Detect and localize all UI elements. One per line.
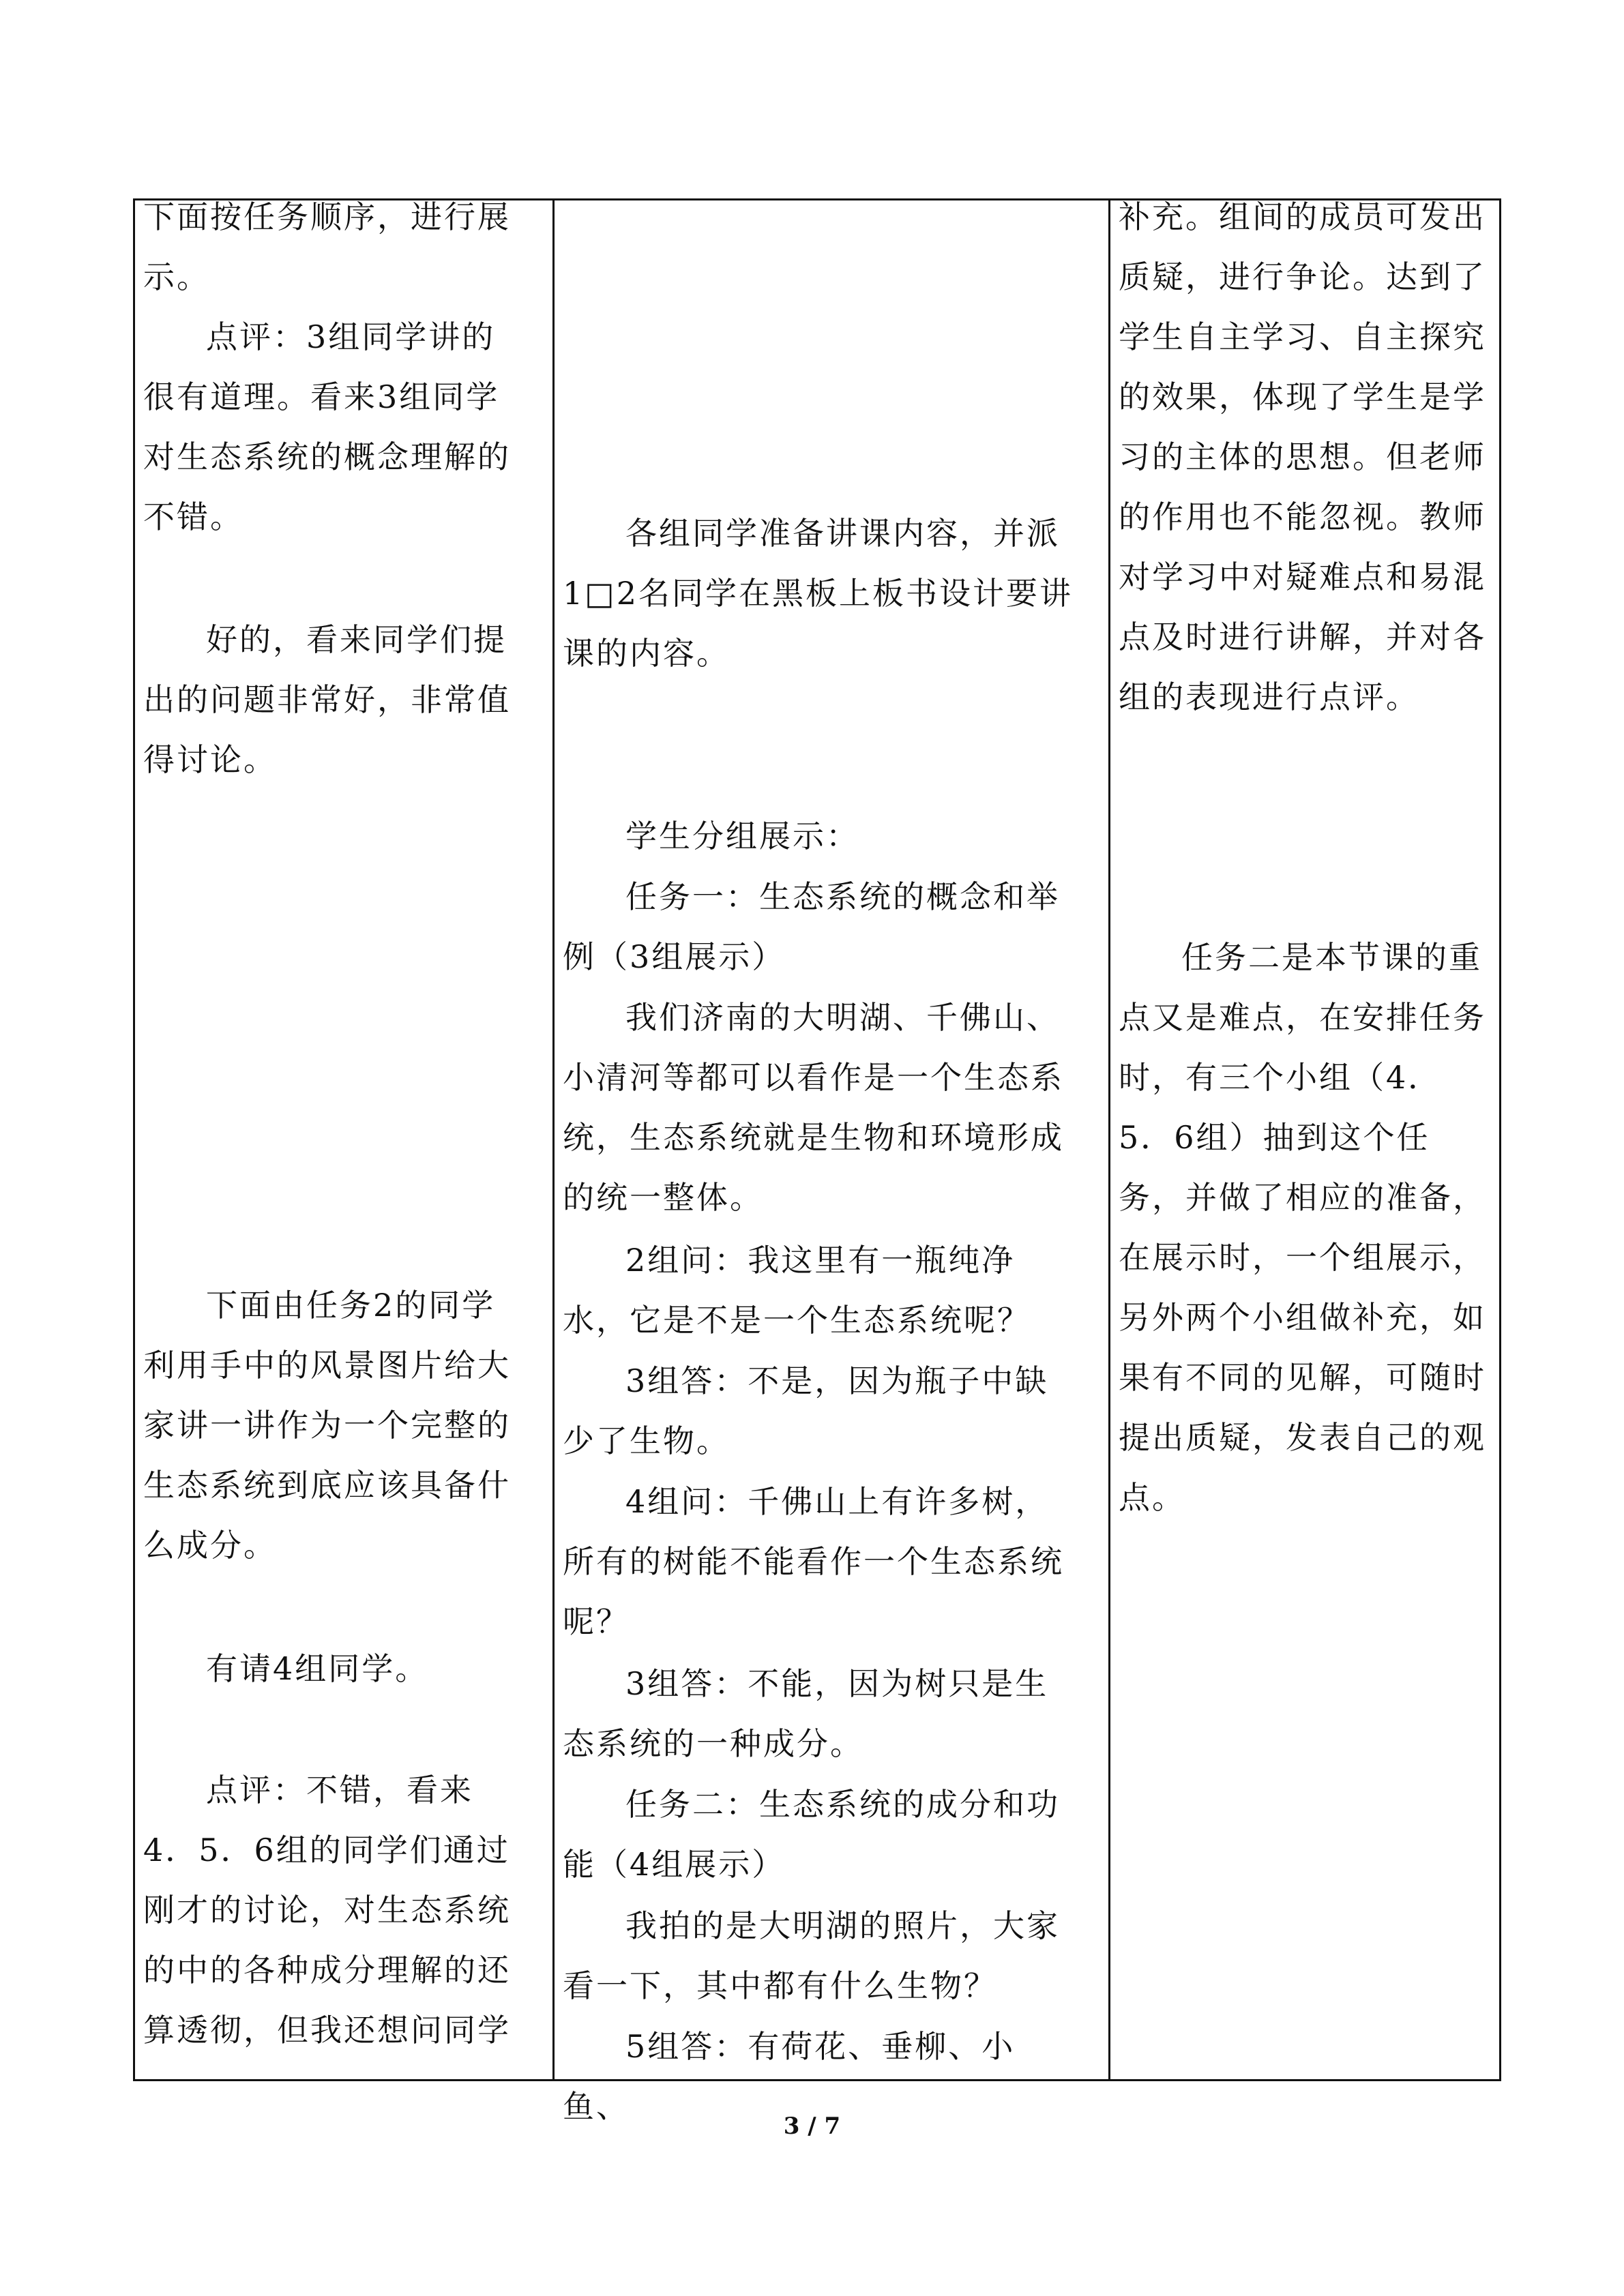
student-paragraph: 4组问：千佛山上有许多树，所有的树能不能看作一个生态系统呢？: [563, 1483, 1064, 1640]
design-paragraph: 任务二是本节课的重点又是难点，在安排任务时，有三个小组（4．5．6组）抽到这个任务，并做了相应的准备，在展示时，一个组展示，另外两个小组做补充，如果有不同的见解，可随时提出质疑，发表自己的观点。: [1119, 939, 1486, 1516]
column-divider-2: [1108, 200, 1110, 2079]
teacher-paragraph: 好的，看来同学们提出的问题非常好，非常值得讨论。: [143, 621, 511, 778]
column-divider-1: [552, 200, 555, 2079]
student-paragraph: 我们济南的大明湖、千佛山、小清河等都可以看作是一个生态系统，生态系统就是生物和环境形成的统一整体。: [563, 999, 1064, 1216]
teacher-activity-column: [143, 200, 550, 2079]
student-paragraph: 5组答：有荷花、垂柳、小鱼、: [563, 2028, 1016, 2125]
page-number: 3 / 7: [783, 2113, 841, 2140]
teacher-paragraph: 有请4组同学。: [206, 1650, 429, 1687]
student-paragraph: 各组同学准备讲课内容，并派1□2名同学在黑板上板书设计要讲课的内容。: [563, 515, 1073, 672]
design-intent-column: [1119, 200, 1501, 2079]
student-activity-column: [563, 200, 1105, 2125]
student-paragraph: 任务一：生态系统的概念和举例（3组展示）: [563, 878, 1060, 975]
student-paragraph: 任务二：生态系统的成分和功能（4组展示）: [563, 1786, 1060, 1883]
student-paragraph: 3组答：不是，因为瓶子中缺少了生物。: [563, 1362, 1049, 1459]
student-paragraph: 我拍的是大明湖的照片，大家看一下，其中都有什么生物？: [563, 1907, 1060, 2004]
design-paragraph: 补充。组间的成员可发出质疑，进行争论。达到了学生自主学习、自主探究的效果，体现了学生是学习的主体的思想。但老师的作用也不能忽视。教师对学习中对疑难点和易混点及时进行讲解，并对各组的表现进行点评。: [1119, 198, 1486, 715]
student-paragraph: 2组问：我这里有一瓶纯净水，它是不是一个生态系统呢？: [563, 1242, 1031, 1339]
teacher-paragraph: 点评：不错，看来4．5．6组的同学们通过刚才的讨论，对生态系统的中的各种成分理解的还算透彻，但我还想问同学: [143, 1772, 511, 2048]
student-paragraph: 学生分组展示：: [625, 818, 859, 854]
teacher-paragraph: 下面由任务2的同学利用手中的风景图片给大家讲一讲作为一个完整的生态系统到底应该具备什么成分。: [143, 1287, 511, 1564]
teacher-paragraph: 点评：3组同学讲的很有道理。看来3组同学对生态系统的概念理解的不错。: [143, 318, 511, 535]
student-paragraph: 3组答：不能，因为树只是生态系统的一种成分。: [563, 1665, 1049, 1762]
teacher-paragraph: 下面按任务顺序，进行展示。: [143, 198, 511, 295]
lesson-table: [133, 198, 1501, 2125]
